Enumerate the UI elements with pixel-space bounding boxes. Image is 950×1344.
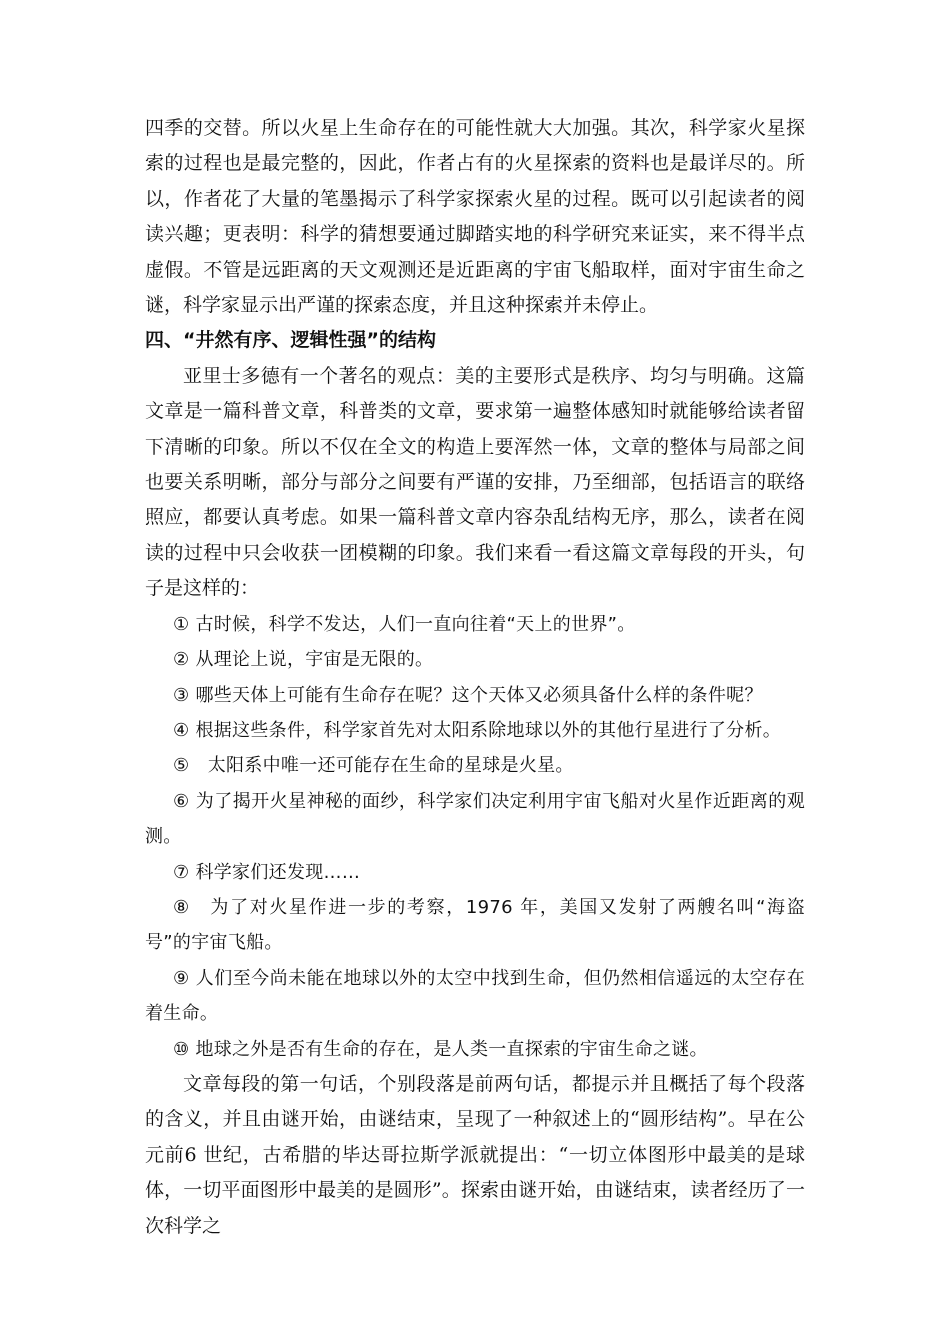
list-item: ⑦ 科学家们还发现…… — [173, 861, 361, 883]
section-paragraph: 亚里士多德有一个著名的观点：美的主要形式是秩序、均匀与明确。这篇文章是一篇科普文章，科普类的文章，要求第一遍整体感知时就能够给读者留下清晰的印象。所以不仅在全文的构造上要浑然一体，文章的整体与局部之间也要关系明晰，部分与部分之间要有严谨的安排，乃至细部，包括语言的联络照应，都要认真考虑。如果一篇科普文章内容杂乱结构无序，那么，读者在阅读的过程中只会收获一团模糊的印象。我们来看一看这篇文章每段的开头，句子是这样的： — [145, 364, 805, 600]
list-item: ⑥ 为了揭开火星神秘的面纱，科学家们决定利用宇宙飞船对火星作近距离的观测。 — [145, 790, 805, 848]
list-item: ⑨ 人们至今尚未能在地球以外的太空中找到生命，但仍然相信遥远的太空存在着生命。 — [145, 967, 805, 1025]
list-item: ⑧ 为了对火星作进一步的考察，1976 年，美国又发射了两艘名叫“海盗号”的宇宙飞船。 — [145, 896, 805, 954]
list-item: ⑤ 太阳系中唯一还可能存在生命的星球是火星。 — [173, 755, 574, 777]
list-item: ② 从理论上说，宇宙是无限的。 — [173, 649, 434, 671]
closing-paragraph: 文章每段的第一句话，个别段落是前两句话，都提示并且概括了每个段落的含义，并且由谜开始，由谜结束，呈现了一种叙述上的“圆形结构”。早在公元前6 世纪，古希腊的毕达哥拉斯学派就提出：“一切立体图形中最美的是球体，一切平面图形中最美的是圆形”。探索由谜开始，由谜结束，读者经历了一次科学之 — [145, 1072, 805, 1237]
section-heading: 四、“井然有序、逻辑性强”的结构 — [145, 329, 436, 352]
document-body — [145, 111, 805, 1244]
list-item: ③ 哪些天体上可能有生命存在呢？这个天体又必须具备什么样的条件呢？ — [173, 684, 763, 706]
list-item: ④ 根据这些条件，科学家首先对太阳系除地球以外的其他行星进行了分析。 — [173, 719, 782, 741]
list-item: ⑩ 地球之外是否有生命的存在，是人类一直探索的宇宙生命之谜。 — [173, 1038, 708, 1060]
intro-paragraph: 四季的交替。所以火星上生命存在的可能性就大大加强。其次，科学家火星探索的过程也是最完整的，因此，作者占有的火星探索的资料也是最详尽的。所以，作者花了大量的笔墨揭示了科学家探索火星的过程。既可以引起读者的阅读兴趣；更表明：科学的猜想要通过脚踏实地的科学研究来证实，来不得半点虚假。不管是远距离的天文观测还是近距离的宇宙飞船取样，面对宇宙生命之谜，科学家显示出严谨的探索态度，并且这种探索并未停止。 — [145, 117, 805, 317]
list-item: ① 古时候，科学不发达，人们一直向往着“天上的世界”。 — [173, 613, 636, 635]
